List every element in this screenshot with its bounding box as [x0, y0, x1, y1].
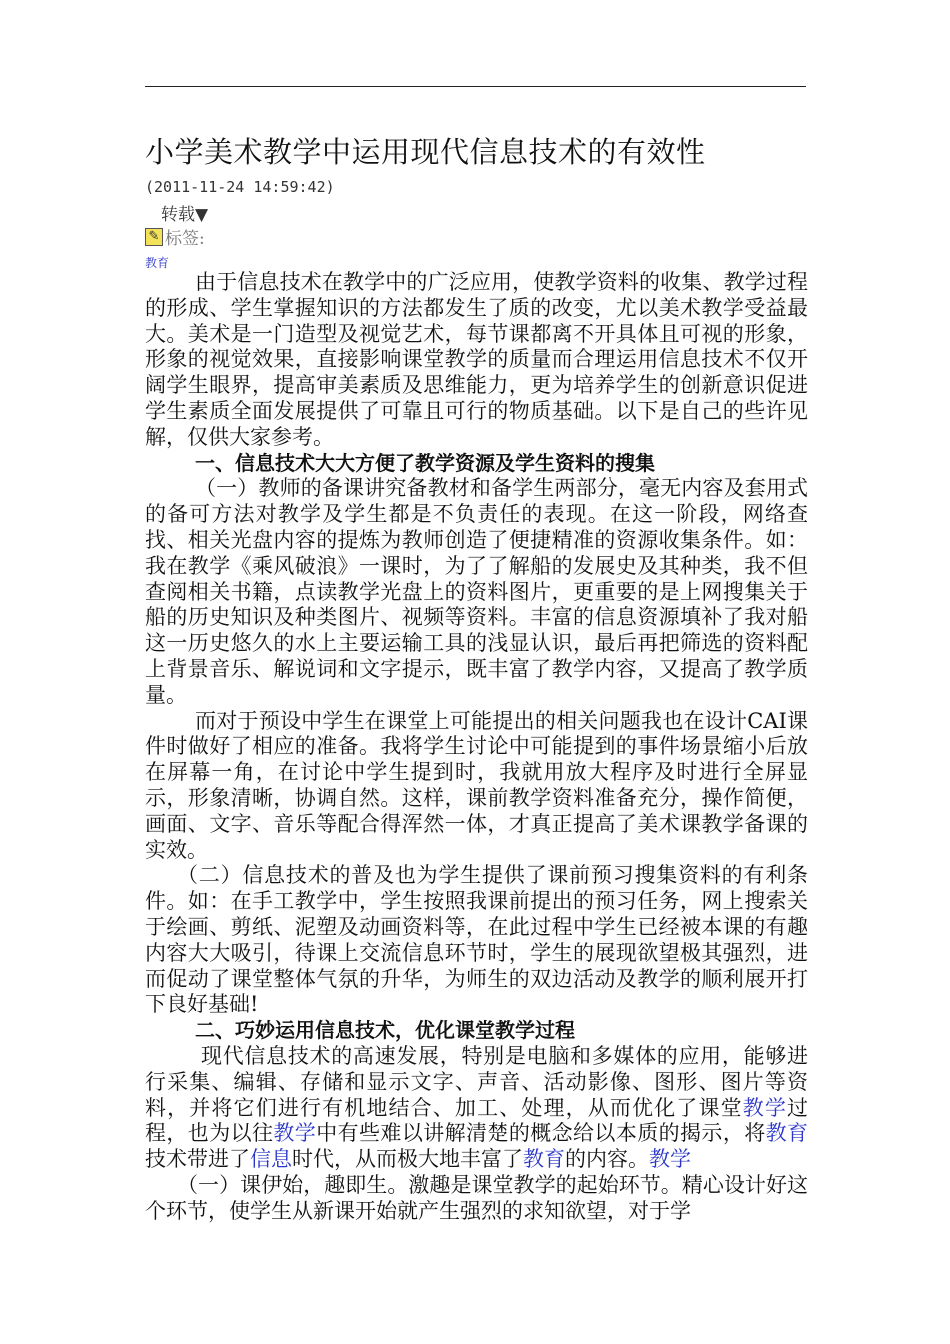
- tag-icon: ✎: [145, 228, 163, 246]
- article-datetime: (2011-11-24 14:59:42): [145, 178, 335, 196]
- tag-row: [145, 224, 205, 249]
- text-run: 现代信息技术的高速发展，特别是电脑和多媒体的应用，能够进行采集、编辑、存储和显示文字、声音、活动影像、图形、图片等资料，并将它们进行有机地结合、加工、处理，从而优化了课堂: [145, 1043, 808, 1120]
- keyword-link-information[interactable]: 信息: [250, 1147, 292, 1172]
- keyword-link-teaching[interactable]: 教学: [649, 1147, 691, 1172]
- keyword-link-education[interactable]: 教育: [523, 1147, 565, 1172]
- paragraph-intro: 由于信息技术在教学中的广泛应用，使教学资料的收集、教学过程的形成、学生掌握知识的方法都发生了质的改变，尤以美术教学受益最大。美术是一门造型及视觉艺术，每节课都离不开具体且可视的形象，形象的视觉效果，直接影响课堂教学的质量而合理运用信息技术不仅开阔学生眼界，提高审美素质及思维能力，更为培养学生的创新意识促进学生素质全面发展提供了可靠且可行的物质基础。以下是自己的些许见解，仅供大家参考。: [145, 270, 808, 449]
- top-divider: [145, 86, 806, 87]
- keyword-link-education[interactable]: 教育: [765, 1121, 809, 1146]
- article-body: [145, 270, 808, 1224]
- text-run: 时代，从而极大地丰富了: [292, 1147, 523, 1172]
- paragraph-2-intro: [145, 1044, 808, 1173]
- text-run: 的内容。: [565, 1147, 649, 1172]
- paragraph-2-1: （一）课伊始，趣即生。激趣是课堂教学的起始环节。精心设计好这个环节，使学生从新课开始就产生强烈的求知欲望，对于学: [145, 1172, 808, 1223]
- paragraph-1-2: 而对于预设中学生在课堂上可能提出的相关问题我也在设计CAI课件时做好了相应的准备。我将学生讨论中可能提到的事件场景缩小后放在屏幕一角，在讨论中学生提到时，我就用放大程序及时进行全屏显示，形象清晰，协调自然。这样，课前教学资料准备充分，操作简便，画面、文字、音乐等配合得浑然一体，才真正提高了美术课教学备课的实效。: [145, 708, 808, 862]
- tag-link-education[interactable]: 教育: [145, 256, 170, 270]
- keyword-link-teaching[interactable]: 教学: [742, 1095, 788, 1120]
- text-run: 过程，也为以往: [145, 1095, 809, 1146]
- text-run: 中有些难以讲解清楚的概念给以本质的揭示，将: [316, 1121, 766, 1146]
- article-title: 小学美术教学中运用现代信息技术的有效性: [145, 135, 706, 169]
- tag-label: 标签:: [165, 229, 205, 249]
- paragraph-1-3: （二）信息技术的普及也为学生提供了课前预习搜集资料的有利条件。如：在手工教学中，学生按照我课前提出的预习任务，网上搜索关于绘画、剪纸、泥塑及动画资料等，在此过程中学生已经被本课的有趣内容大大吸引，待课上交流信息环节时，学生的展现欲望极其强烈，进而促动了课堂整体气氛的升华，为师生的双边活动及教学的顺利展开打下良好基础!: [145, 863, 808, 1017]
- section-heading-2: 二、巧妙运用信息技术，优化课堂教学过程: [195, 1018, 575, 1043]
- text-run: 技术带进了: [145, 1147, 250, 1172]
- paragraph-1-1: （一）教师的备课讲究备教材和备学生两部分，毫无内容及套用式的备可方法对教学及学生都是不负责任的表现。在这一阶段，网络查找、相关光盘内容的提炼为教师创造了便捷精准的资源收集条件。如：我在教学《乘风破浪》一课时，为了了解船的发展史及其种类，我不但查阅相关书籍，点读教学光盘上的资料图片，更重要的是上网搜集关于船的历史知识及种类图片、视频等资料。丰富的信息资源填补了我对船这一历史悠久的水上主要运输工具的浅显认识，最后再把筛选的资料配上背景音乐、解说词和文字提示，既丰富了教学内容，又提高了教学质量。: [145, 476, 808, 707]
- repost-toggle[interactable]: 转载▼: [161, 205, 209, 225]
- keyword-link-teaching[interactable]: 教学: [273, 1121, 317, 1146]
- section-heading-1: 一、信息技术大大方便了教学资源及学生资料的搜集: [195, 450, 655, 475]
